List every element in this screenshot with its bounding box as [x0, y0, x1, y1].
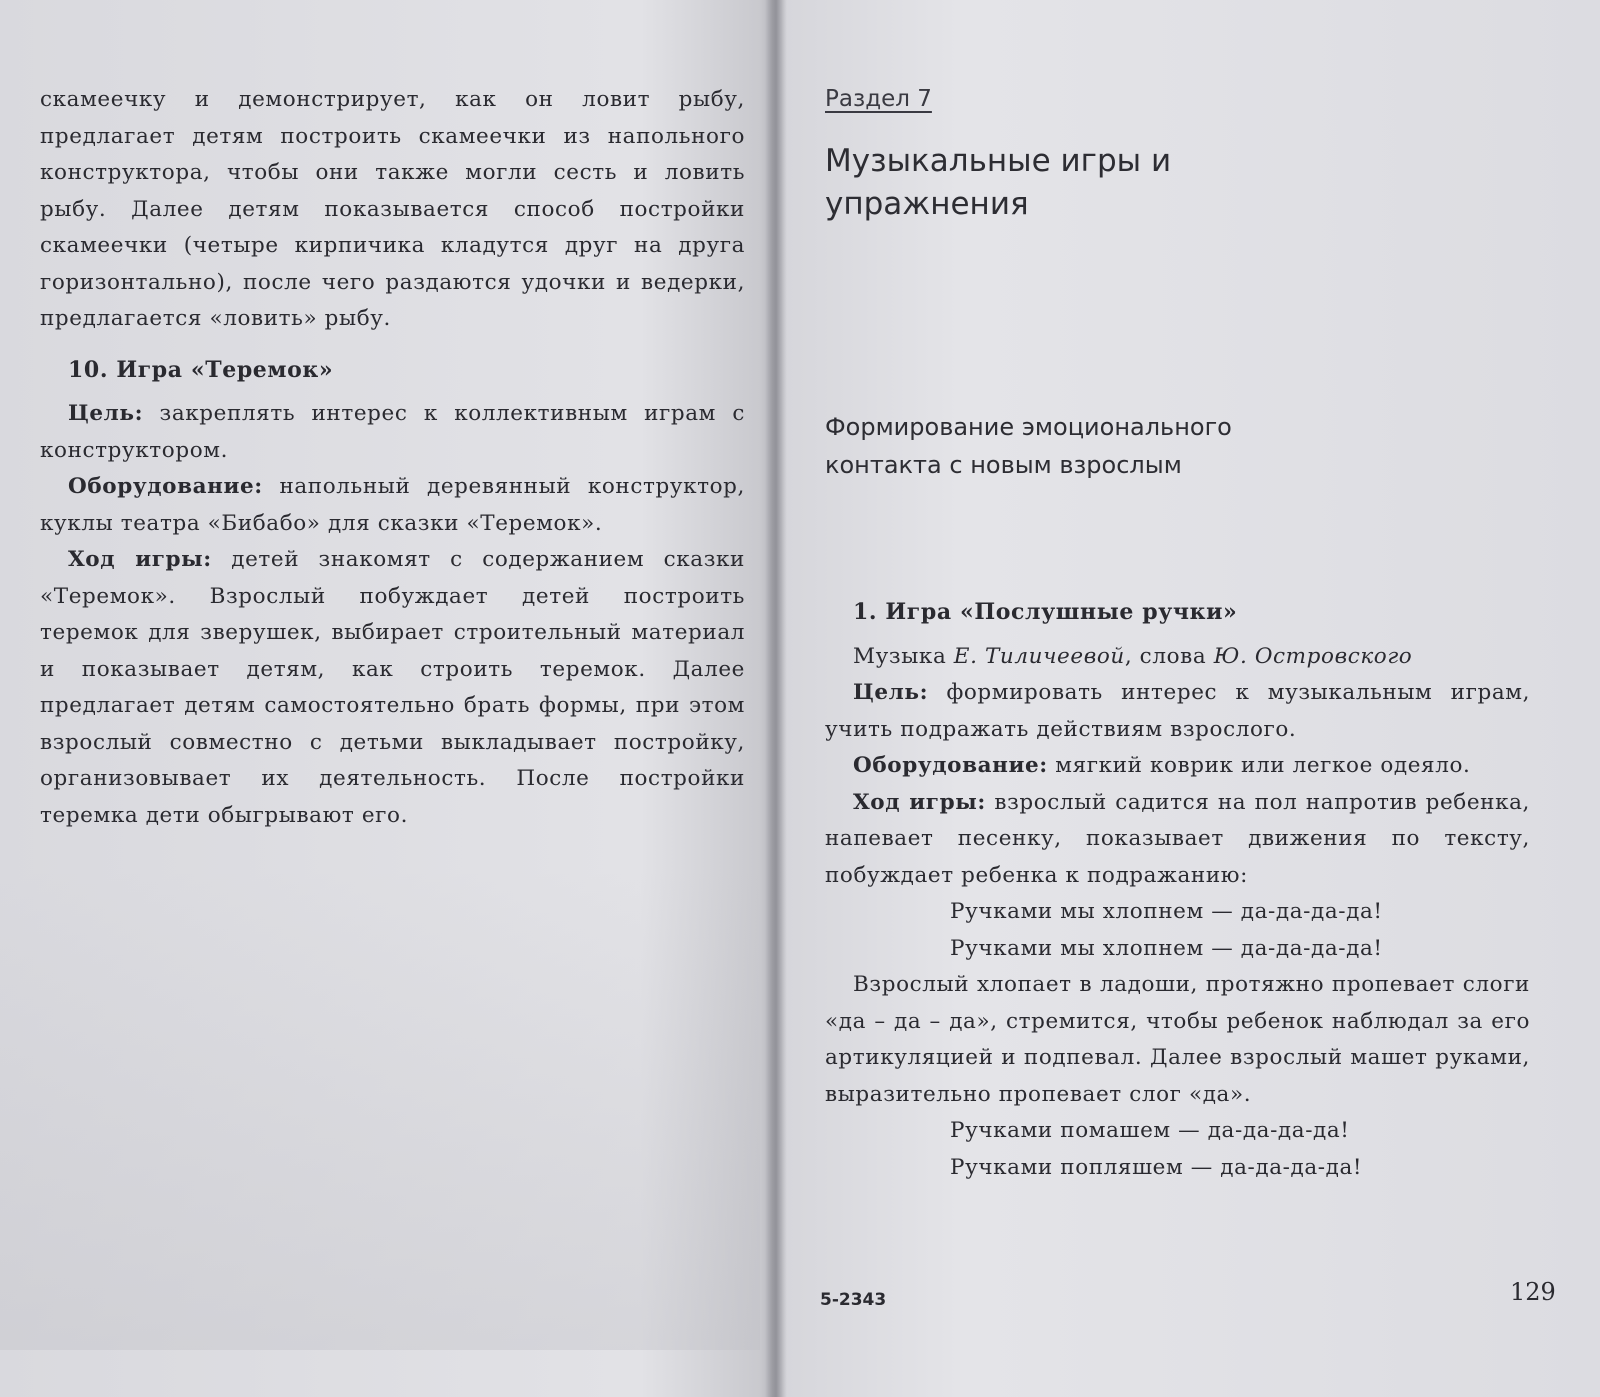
page-number: 129: [1510, 1278, 1556, 1306]
procedure-text: детей знакомят с содержанием сказки «Теремок». Взрослый побуждает детей построить теремок для зверушек, выбирает строительный материал и показывает детям, как строить теремок. Далее предлагает детям самостоятельно брать формы, при этом взрослый совместно с детьми выкладывает постройку, организовывает их деятельность. После постройки теремка дети обыгрывают его.: [40, 547, 745, 828]
section-label: Раздел 7: [825, 86, 932, 112]
goal-paragraph: [825, 675, 1530, 748]
verse-line: Ручками мы хлопнем — да-да-да-да!: [950, 935, 1383, 961]
game-heading-teremok: 10. Игра «Теремок»: [68, 356, 334, 383]
equipment-label: Оборудование:: [853, 753, 1048, 778]
left-text-block: [40, 82, 745, 834]
footer-code: 5-2343: [820, 1290, 887, 1310]
music-prefix: Музыка: [853, 643, 954, 669]
words-prefix: , слова: [1124, 643, 1214, 669]
procedure-label: Ход игры:: [853, 789, 986, 815]
music-composer: Е. Тиличеевой: [953, 643, 1125, 669]
procedure-text: взрослый садится на пол напротив ребенка, напевает песенку, показывает движения по тексту, побуждает ребенка к подражанию:: [825, 789, 1530, 888]
goal-label: Цель:: [68, 401, 144, 426]
equipment-label: Оборудование:: [68, 474, 263, 499]
words-author: Ю. Островского: [1213, 643, 1413, 669]
right-page: [775, 0, 1600, 1397]
verse-line: Ручками мы хлопнем — да-да-да-да!: [950, 899, 1383, 924]
verse-line: Ручками помашем — да-да-да-да!: [950, 1118, 1350, 1143]
procedure-label: Ход игры:: [68, 547, 212, 572]
music-credit: [825, 639, 1530, 676]
goal-text: формировать интерес к музыкальным играм, учить подражать действиям взрослого.: [825, 680, 1530, 742]
procedure-paragraph: [40, 542, 745, 834]
chapter-title: Музыкальные игры и упражнения: [825, 143, 1172, 222]
goal-label: Цель:: [853, 680, 929, 705]
verse-line: Ручками попляшем — да-да-да-да!: [950, 1154, 1363, 1180]
right-text-block: [825, 580, 1530, 1186]
paragraph-fishing: скамеечку и демонстрирует, как он ловит рыбу, предлагает детям построить скамеечки из напольного конструктора, чтобы они также могли сесть и ловить рыбу. Далее детям показывается способ постройки скамеечки (четыре кирпичика кладутся друг на друга горизонтально), после чего раздаются удочки и ведерки, предлагается «ловить» рыбу.: [40, 87, 745, 331]
equipment-text: напольный деревянный конструктор, куклы театра «Бибабо» для сказки «Теремок».: [40, 474, 745, 536]
equipment-paragraph: [40, 469, 745, 542]
goal-text: закреплять интерес к коллективным играм с конструктором.: [40, 401, 745, 463]
equipment-paragraph: [825, 748, 1530, 785]
procedure-paragraph: [825, 785, 1530, 895]
equipment-text: мягкий коврик или легкое одеяло.: [1047, 753, 1471, 778]
left-page: [0, 0, 775, 1397]
game-heading-hands: 1. Игра «Послушные ручки»: [853, 599, 1238, 625]
paragraph-after-verse: Взрослый хлопает в ладоши, протяжно пропевает слоги «да – да – да», стремится, чтобы ребенок наблюдал за его артикуляцией и подпевал. Далее взрослый машет руками, выразительно пропевает слог «да».: [825, 972, 1530, 1107]
subchapter-title: Формирование эмоционального контакта с новым взрослым: [825, 413, 1232, 479]
goal-paragraph: [40, 396, 745, 469]
